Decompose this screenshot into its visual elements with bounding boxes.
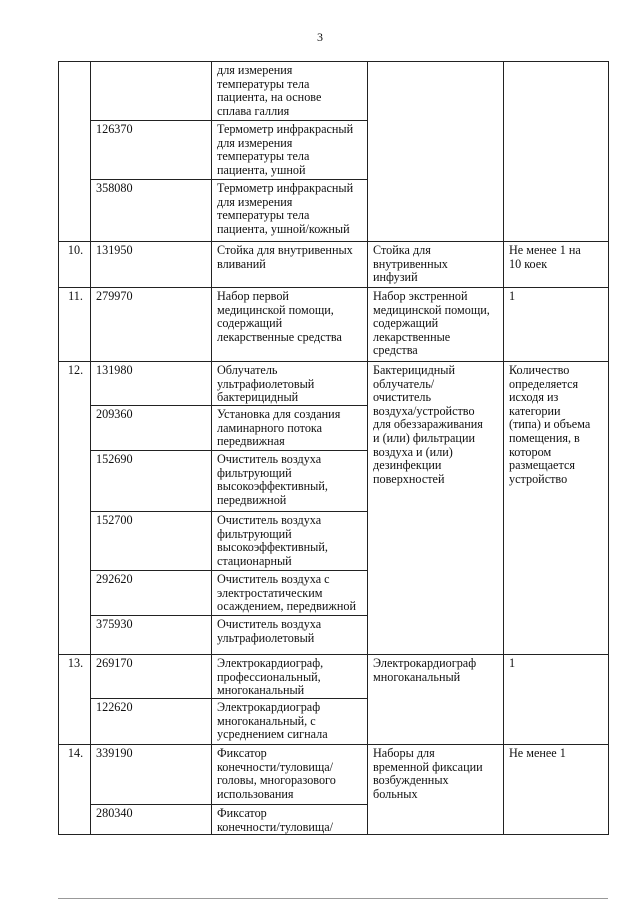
code-cell: 131950 xyxy=(91,242,212,288)
code-cell: 269170 xyxy=(91,655,212,699)
code-cell: 209360 xyxy=(91,406,212,451)
quantity-cell: Не менее 1 на 10 коек xyxy=(504,242,609,288)
table-row xyxy=(59,242,609,288)
name-cell: для измерения температуры тела пациента, на основе сплава галлия xyxy=(212,62,368,121)
table-row xyxy=(59,62,609,121)
row-number-cell: 10. xyxy=(59,242,91,288)
code-cell: 375930 xyxy=(91,616,212,655)
code-cell: 126370 xyxy=(91,121,212,180)
standard-cell: Бактерицидный облучатель/ очиститель воздуха/устройство для обеззараживания и (или) фильтрации воздуха и (или) дезинфекции поверхностей xyxy=(368,362,504,655)
name-cell: Установка для создания ламинарного потока передвижная xyxy=(212,406,368,451)
name-cell: Стойка для внутривенных вливаний xyxy=(212,242,368,288)
table-row xyxy=(59,655,609,699)
code-cell: 339190 xyxy=(91,745,212,805)
name-cell: Фиксатор конечности/туловища/ xyxy=(212,805,368,835)
name-cell: Электрокардиограф многоканальный, с усреднением сигнала xyxy=(212,699,368,745)
table-row xyxy=(59,362,609,406)
page-bottom-rule xyxy=(58,898,608,899)
standard-cell: Набор экстренной медицинской помощи, содержащий лекарственные средства xyxy=(368,288,504,362)
code-cell: 358080 xyxy=(91,180,212,242)
standard-cell: Стойка для внутривенных инфузий xyxy=(368,242,504,288)
code-cell: 292620 xyxy=(91,571,212,616)
code-cell: 152700 xyxy=(91,512,212,571)
name-cell: Электрокардиограф, профессиональный, многоканальный xyxy=(212,655,368,699)
name-cell: Фиксатор конечности/туловища/ головы, многоразового использования xyxy=(212,745,368,805)
name-cell: Термометр инфракрасный для измерения температуры тела пациента, ушной/кожный xyxy=(212,180,368,242)
name-cell: Термометр инфракрасный для измерения температуры тела пациента, ушной xyxy=(212,121,368,180)
equipment-table xyxy=(58,61,609,835)
code-cell: 152690 xyxy=(91,451,212,512)
code-cell: 279970 xyxy=(91,288,212,362)
page-number: 3 xyxy=(317,30,323,44)
standard-cell: Наборы для временной фиксации возбужденных больных xyxy=(368,745,504,835)
quantity-cell: Не менее 1 xyxy=(504,745,609,835)
row-number-cell: 14. xyxy=(59,745,91,835)
table-row xyxy=(59,288,609,362)
table-row xyxy=(59,745,609,805)
quantity-cell: Количество определяется исходя из категории (типа) и объема помещения, в котором размещается устройство xyxy=(504,362,609,655)
name-cell: Облучатель ультрафиолетовый бактерицидный xyxy=(212,362,368,406)
code-cell: 280340 xyxy=(91,805,212,835)
name-cell: Очиститель воздуха ультрафиолетовый xyxy=(212,616,368,655)
quantity-cell xyxy=(504,62,609,242)
code-cell: 131980 xyxy=(91,362,212,406)
standard-cell xyxy=(368,62,504,242)
name-cell: Набор первой медицинской помощи, содержащий лекарственные средства xyxy=(212,288,368,362)
quantity-cell: 1 xyxy=(504,288,609,362)
name-cell: Очиститель воздуха фильтрующий высокоэффективный, передвижной xyxy=(212,451,368,512)
standard-cell: Электрокардиограф многоканальный xyxy=(368,655,504,745)
code-cell xyxy=(91,62,212,121)
code-cell: 122620 xyxy=(91,699,212,745)
row-number-cell: 12. xyxy=(59,362,91,655)
row-number-cell xyxy=(59,62,91,242)
row-number-cell: 11. xyxy=(59,288,91,362)
row-number-cell: 13. xyxy=(59,655,91,745)
name-cell: Очиститель воздуха фильтрующий высокоэффективный, стационарный xyxy=(212,512,368,571)
name-cell: Очиститель воздуха с электростатическим осаждением, передвижной xyxy=(212,571,368,616)
quantity-cell: 1 xyxy=(504,655,609,745)
